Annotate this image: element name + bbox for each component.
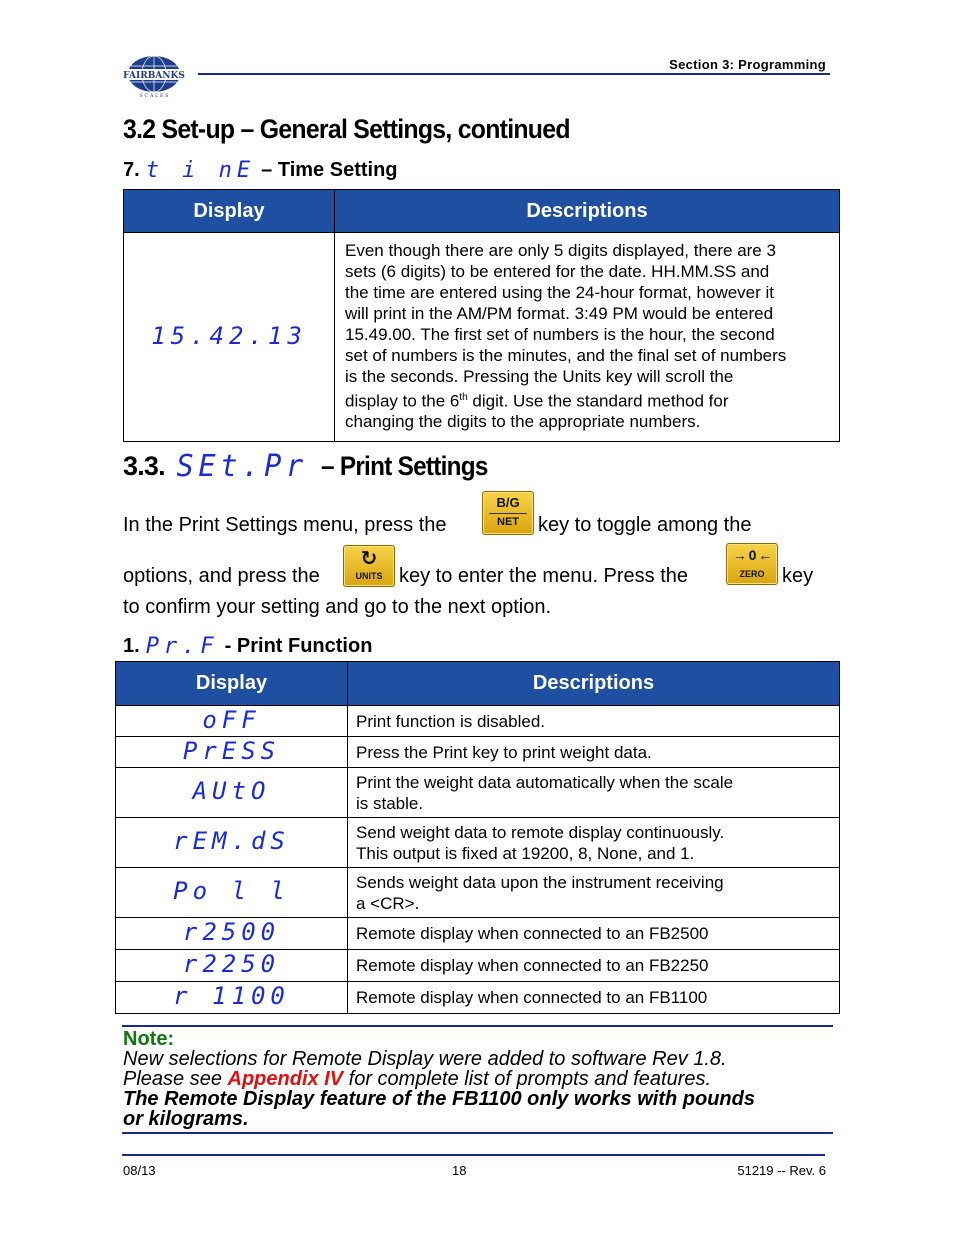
table-row	[116, 982, 840, 1014]
note-line-3: The Remote Display feature of the FB1100 only works with pounds	[123, 1088, 755, 1110]
desc-line: display to the 6th digit. Use the standard method for	[345, 391, 729, 411]
note-line-1: New selections for Remote Display were added to software Rev 1.8.	[123, 1048, 727, 1070]
description-cell: Remote display when connected to an FB1100	[348, 982, 840, 1014]
intro-line-2c: key	[782, 565, 814, 587]
heading-title: – Print Settings	[321, 451, 488, 481]
prf-code: Pr.F	[145, 634, 219, 659]
table-row	[116, 706, 840, 737]
desc-line: changing the digits to the appropriate numbers.	[345, 412, 701, 432]
footer-doc-number: 51219 -- Rev. 6	[737, 1163, 826, 1178]
description-cell: Remote display when connected to an FB2250	[348, 950, 840, 982]
display-cell: AUtO	[116, 768, 348, 818]
note-top-rule	[122, 1025, 833, 1027]
print-function-subheading	[123, 634, 372, 659]
time-display-value: 15.42.13	[151, 321, 307, 350]
description-cell: Print the weight data automatically when the scale is stable.	[348, 768, 840, 818]
print-function-title: - Print Function	[224, 635, 373, 657]
section-heading-3-2: 3.2 Set-up – General Settings, continued	[123, 114, 570, 144]
time-code: t i nE	[145, 158, 256, 183]
zero-key-icon: → 0 ← ZERO	[726, 543, 778, 585]
col-descriptions: Descriptions	[348, 662, 840, 706]
description-cell: Press the Print key to print weight data.	[348, 737, 840, 768]
description-cell	[335, 233, 840, 442]
heading-number: 3.3.	[123, 451, 165, 481]
display-cell: rEM.dS	[116, 818, 348, 868]
item-number: 7.	[123, 159, 140, 181]
display-cell: PrESS	[116, 737, 348, 768]
intro-line-3: to confirm your setting and go to the next option.	[123, 596, 552, 618]
description-cell: Send weight data to remote display continuously. This output is fixed at 19200, 8, None, and 1.	[348, 818, 840, 868]
intro-line-2b: key to enter the menu. Press the	[399, 565, 689, 587]
header-rule	[198, 73, 830, 75]
table-row	[116, 818, 840, 868]
note-bottom-rule	[122, 1132, 833, 1134]
table-row	[116, 868, 840, 918]
print-function-table	[115, 661, 840, 1014]
desc-line: set of numbers is the minutes, and the final set of numbers	[345, 345, 787, 365]
table-row	[116, 737, 840, 768]
section-label: Section 3: Programming	[669, 57, 826, 72]
section-heading-3-3	[123, 449, 506, 484]
footer-rule	[122, 1154, 825, 1156]
desc-line: Even though there are only 5 digits displayed, there are 3	[345, 240, 776, 260]
intro-line-2a: options, and press the	[123, 565, 320, 587]
table-row	[116, 768, 840, 818]
display-cell: Po l l	[116, 868, 348, 918]
logo-text: FAIRBANKS	[123, 71, 185, 81]
desc-line: is the seconds. Pressing the Units key will scroll the	[345, 366, 734, 386]
col-display: Display	[116, 662, 348, 706]
table-row	[116, 950, 840, 982]
desc-line: the time are entered using the 24-hour format, however it	[345, 282, 775, 302]
fairbanks-logo	[122, 52, 186, 98]
note-line-4: or kilograms.	[123, 1108, 249, 1130]
footer-page-number: 18	[452, 1163, 467, 1178]
time-setting-table	[123, 189, 840, 442]
col-descriptions: Descriptions	[335, 190, 840, 233]
note-label: Note:	[123, 1028, 175, 1050]
bg-net-key-icon: B/G NET	[482, 491, 534, 535]
description-cell: Remote display when connected to an FB2500	[348, 918, 840, 950]
time-setting-subheading	[123, 158, 398, 183]
desc-line: sets (6 digits) to be entered for the date. HH.MM.SS and	[345, 261, 770, 281]
logo-sub-text: S C A L E S	[139, 93, 169, 98]
footer-date: 08/13	[123, 1163, 156, 1178]
appendix-link[interactable]: Appendix IV	[227, 1068, 344, 1090]
display-cell: r2500	[116, 918, 348, 950]
description-cell: Print function is disabled.	[348, 706, 840, 737]
col-display: Display	[124, 190, 335, 233]
desc-line: will print in the AM/PM format. 3:49 PM would be entered	[345, 303, 774, 323]
table-row	[116, 918, 840, 950]
note-line-2: Please see Appendix IV for complete list of prompts and features.	[123, 1068, 712, 1090]
units-key-icon: ↻ UNITS	[343, 545, 395, 587]
time-setting-title: – Time Setting	[261, 159, 398, 181]
display-cell: oFF	[116, 706, 348, 737]
display-cell: r 1100	[116, 982, 348, 1014]
intro-line-1b: key to toggle among the	[538, 514, 752, 536]
table-row	[124, 233, 840, 442]
display-cell	[124, 233, 335, 442]
setpr-code: SEt.Pr	[176, 449, 308, 484]
desc-line: 15.49.00. The first set of numbers is the hour, the second	[345, 324, 775, 344]
intro-line-1a: In the Print Settings menu, press the	[123, 514, 447, 536]
description-cell: Sends weight data upon the instrument receiving a <CR>.	[348, 868, 840, 918]
item-number: 1.	[123, 635, 140, 657]
display-cell: r2250	[116, 950, 348, 982]
